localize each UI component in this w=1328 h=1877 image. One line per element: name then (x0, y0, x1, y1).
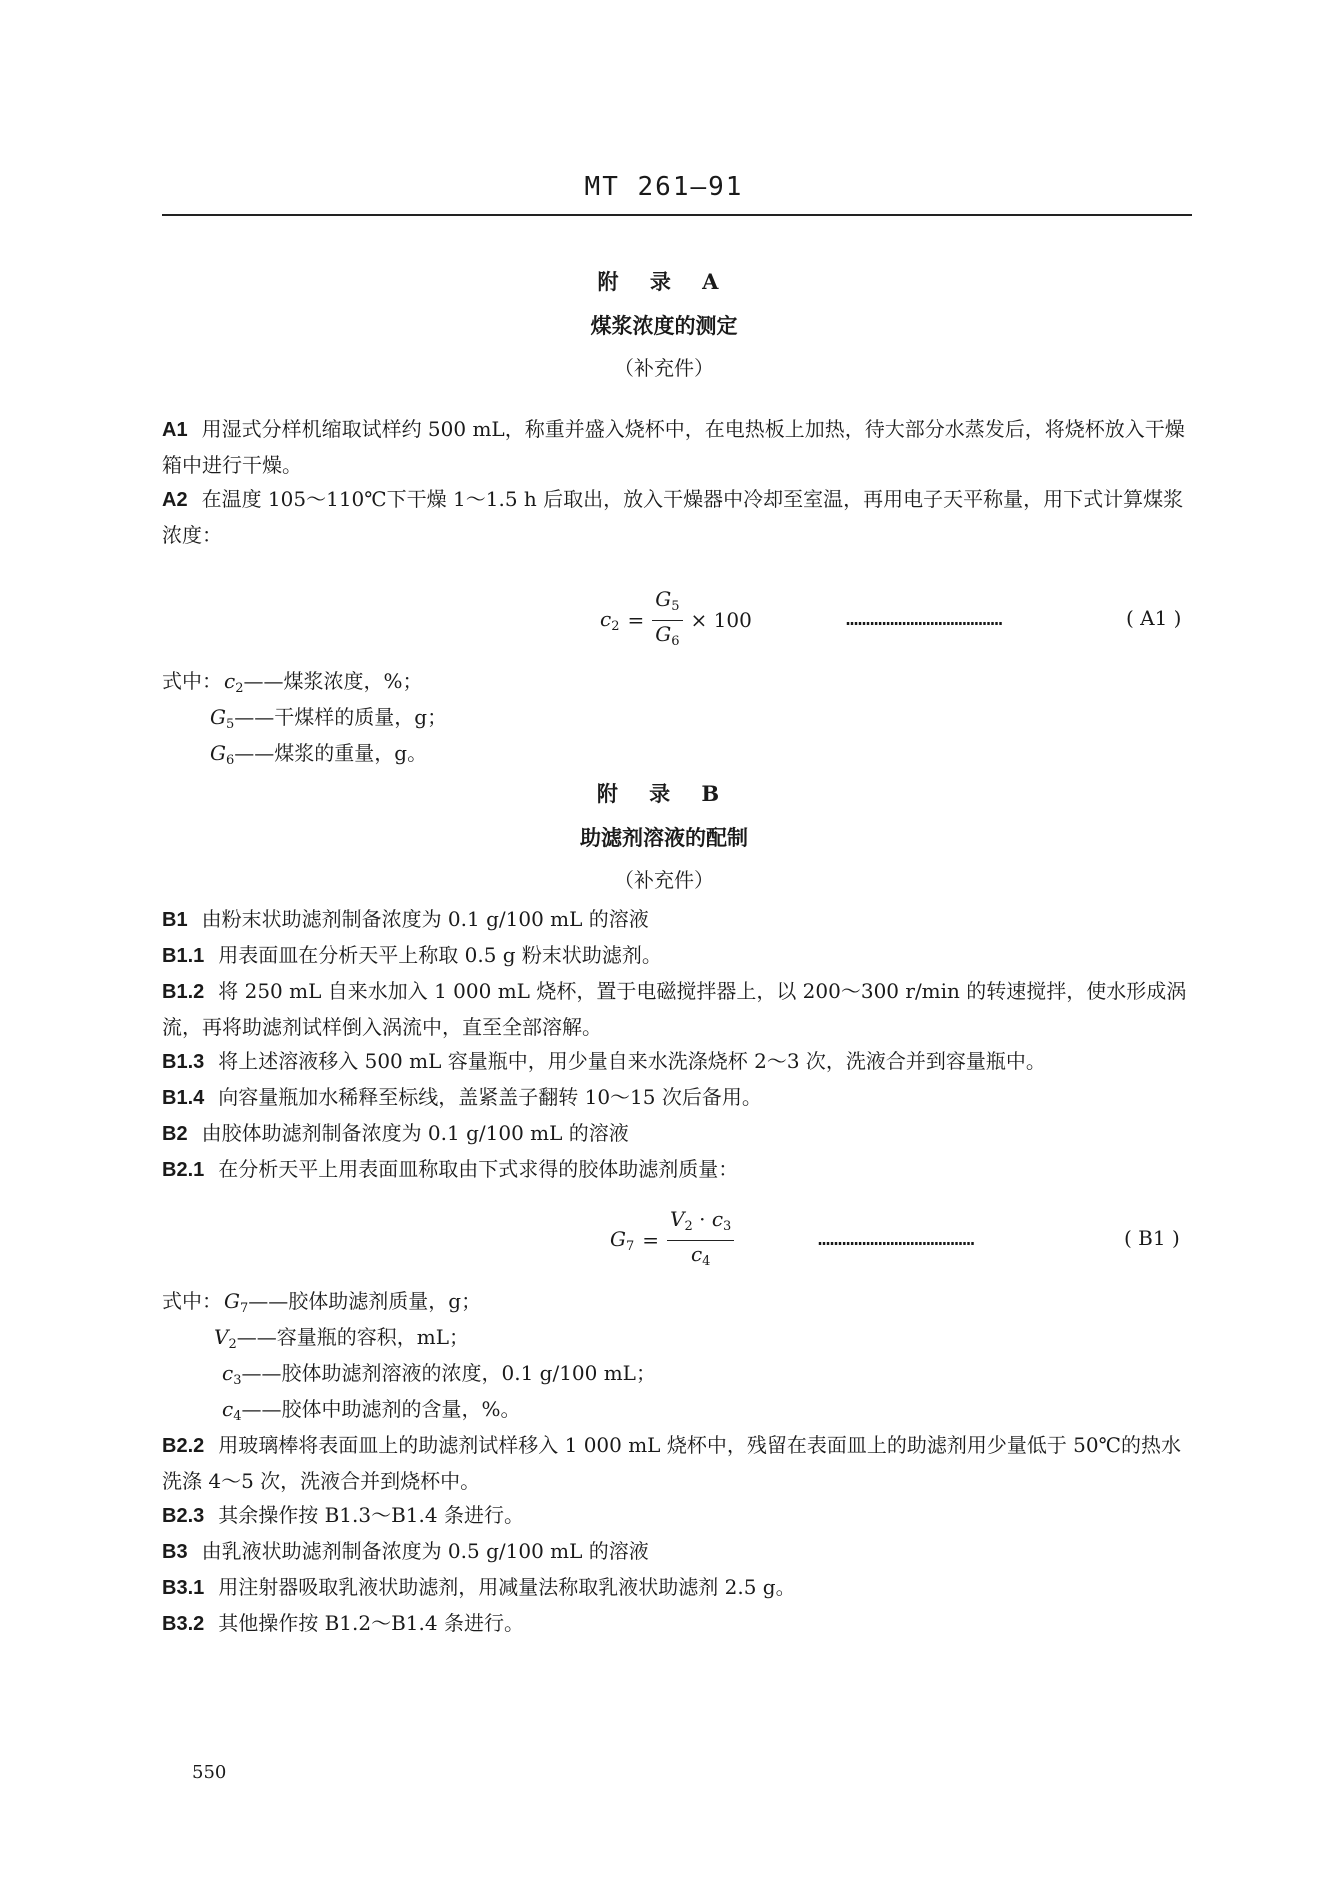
where-item: $G_5——$干煤样的质量，g； (210, 705, 448, 732)
standard-code: MT 261—91 (584, 172, 744, 202)
appendix-a-label: 附 录 A (597, 269, 731, 294)
appendix-b-heading (0, 778, 1328, 893)
leader-dots: ………………………………… (818, 1226, 975, 1250)
appendix-a-heading (0, 266, 1328, 381)
where-item: $c_3——$胶体助滤剂溶液的浓度，0.1 g/100 mL； (222, 1361, 656, 1388)
formula-a1: $c_2$ = $\frac{G_5}{G_6}$ × 100 ………………………………… ( A1 ) (0, 590, 1328, 650)
appendix-b-label: 附 录 B (596, 781, 732, 806)
clause-number: A2 (162, 489, 188, 511)
equation-number: ( B1 ) (1124, 1226, 1180, 1250)
formula-b1: $G_7$ = $\frac{V_2 \cdot c_3}{c_4}$ ………………………………… ( B1 ) (0, 1210, 1328, 1270)
clause-text: 用湿式分样机缩取试样约 500 mL，称重并盛入烧杯中，在电热板上加热，待大部分水蒸发后，将烧杯放入干燥箱中进行干燥。 (162, 417, 1185, 477)
where-item: $G_6——$煤浆的重量，g。 (210, 741, 428, 768)
clause-number: A1 (162, 419, 188, 441)
where-item: $V_2——$容量瓶的容积，mL； (214, 1325, 469, 1352)
where-item: $c_2——$煤浆浓度，%； (224, 669, 423, 696)
clause-b3-1: B3.1 用注射器吸取乳液状助滤剂，用减量法称取乳液状助滤剂 2.5 g。 (162, 1575, 796, 1599)
leader-dots: ………………………………… (846, 606, 1003, 630)
clause-a2 (162, 482, 1192, 553)
where-item: $G_7——$胶体助滤剂质量，g； (224, 1289, 482, 1316)
formula-lhs: $c_2$ (600, 606, 620, 634)
clause-a1 (162, 412, 1192, 483)
formula-lhs: $G_7$ (610, 1226, 635, 1254)
clause-b1-1: B1.1 用表面皿在分析天平上称取 0.5 g 粉末状助滤剂。 (162, 943, 662, 967)
where-item: $c_4——$胶体中助滤剂的含量，%。 (222, 1397, 521, 1424)
clause-b3: B3 由乳液状助滤剂制备浓度为 0.5 g/100 mL 的溶液 (162, 1539, 649, 1563)
clause-b3-2: B3.2 其他操作按 B1.2～B1.4 条进行。 (162, 1611, 524, 1635)
clause-b1: B1 由粉末状助滤剂制备浓度为 0.1 g/100 mL 的溶液 (162, 907, 649, 931)
appendix-a-title: 煤浆浓度的测定 (590, 313, 738, 338)
clause-b2-1: B2.1 在分析天平上用表面皿称取由下式求得的胶体助滤剂质量： (162, 1157, 739, 1181)
clause-b1-2: B1.2 将 250 mL 自来水加入 1 000 mL 烧杯，置于电磁搅拌器上，以 200～300 r/min 的转速搅拌，使水形成涡流，再将助滤剂试样倒入涡流中，直至全部溶解。 (162, 979, 1187, 1039)
where-prefix: 式中： (162, 1289, 222, 1313)
formula-fraction: $\frac{V_2 \cdot c_3}{c_4}$ (667, 1206, 734, 1275)
clause-b1-4: B1.4 向容量瓶加水稀释至标线，盖紧盖子翻转 10～15 次后备用。 (162, 1085, 762, 1109)
clause-b1-3: B1.3 将上述溶液移入 500 mL 容量瓶中，用少量自来水洗涤烧杯 2～3 次，洗液合并到容量瓶中。 (162, 1049, 1046, 1073)
clause-text: 在温度 105～110℃下干燥 1～1.5 h 后取出，放入干燥器中冷却至室温，再用电子天平称量，用下式计算煤浆浓度： (162, 487, 1184, 547)
header-rule (162, 214, 1192, 216)
page-number: 550 (192, 1762, 227, 1783)
appendix-b-note: （补充件） (614, 868, 714, 892)
appendix-b-title: 助滤剂溶液的配制 (580, 825, 748, 850)
appendix-a-note: （补充件） (614, 356, 714, 380)
clause-b2: B2 由胶体助滤剂制备浓度为 0.1 g/100 mL 的溶液 (162, 1121, 629, 1145)
clause-b2-3: B2.3 其余操作按 B1.3～B1.4 条进行。 (162, 1503, 524, 1527)
formula-fraction: $\frac{G_5}{G_6}$ (652, 586, 682, 655)
clause-b2-2: B2.2 用玻璃棒将表面皿上的助滤剂试样移入 1 000 mL 烧杯中，残留在表面皿上的助滤剂用少量低于 50℃的热水洗涤 4～5 次，洗液合并到烧杯中。 (162, 1433, 1182, 1493)
where-prefix: 式中： (162, 669, 222, 693)
equation-number: ( A1 ) (1126, 606, 1182, 630)
